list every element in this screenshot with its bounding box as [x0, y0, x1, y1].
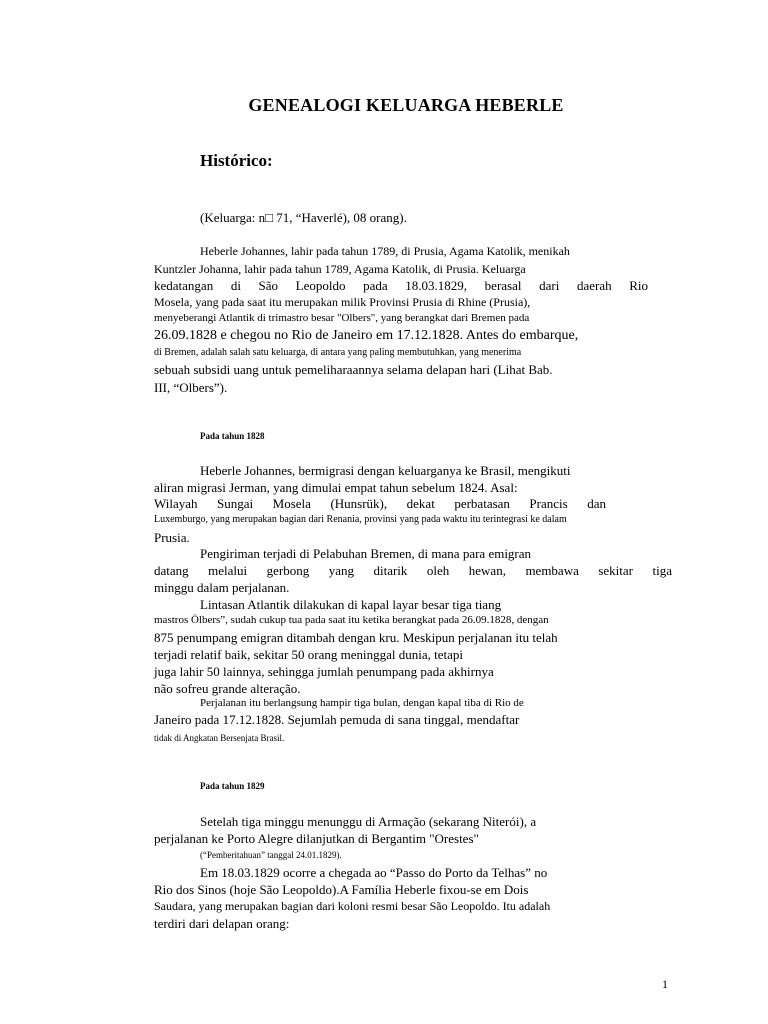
paragraph-line: aliran migrasi Jerman, yang dimulai empat tahun sebelum 1824. Asal: [154, 480, 518, 495]
paragraph-line: perjalanan ke Porto Alegre dilanjutkan di Bergantim "Orestes" [154, 831, 479, 846]
paragraph-line: di Bremen, adalah salah satu keluarga, di antara yang paling membutuhkan, yang menerima [154, 347, 522, 358]
paragraph-line: 26.09.1828 e chegou no Rio de Janeiro em 17.12.1828. Antes do embarque, [154, 328, 579, 343]
paragraph-line: (“Pemberitahuan” tanggal 24.01.1829). [200, 850, 342, 860]
paragraph-line: Rio dos Sinos (hoje São Leopoldo).A Família Heberle fixou-se em Dois [154, 882, 529, 897]
paragraph-line: Lintasan Atlantik dilakukan di kapal layar besar tiga tiang [200, 597, 502, 612]
paragraph-line: 875 penumpang emigran ditambah dengan kru. Meskipun perjalanan itu telah [154, 630, 558, 645]
family-info: (Keluarga: n□ 71, “Haverlé), 08 orang). [200, 210, 407, 225]
paragraph-line: terdiri dari delapan orang: [154, 916, 290, 931]
paragraph-line: mastros Ölbers”, sudah cukup tua pada saat itu ketika berangkat pada 26.09.1828, dengan [154, 614, 549, 626]
paragraph-line: minggu dalam perjalanan. [154, 580, 290, 595]
section-heading: Histórico: [200, 151, 273, 170]
paragraph-line: Heberle Johannes, bermigrasi dengan keluarganya ke Brasil, mengikuti [200, 463, 571, 478]
paragraph-line: Saudara, yang merupakan bagian dari koloni resmi besar São Leopoldo. Itu adalah [154, 899, 551, 913]
paragraph-line: datang melalui gerbong yang ditarik oleh hewan, membawa sekitar tiga [154, 563, 672, 578]
document-title: GENEALOGI KELUARGA HEBERLE [248, 95, 564, 115]
paragraph-line: tidak di Angkatan Bersenjata Brasil. [154, 733, 285, 743]
paragraph-line: menyeberangi Atlantik di trimastro besar "Olbers", yang berangkat dari Bremen pada [154, 312, 530, 324]
year-heading: Pada tahun 1829 [200, 781, 265, 791]
paragraph-line: Perjalanan itu berlangsung hampir tiga bulan, dengan kapal tiba di Rio de [200, 697, 524, 709]
paragraph-line: Kuntzler Johanna, lahir pada tahun 1789, Agama Katolik, di Prusia. Keluarga [154, 262, 526, 276]
page-number: 1 [662, 977, 668, 991]
paragraph-line: Wilayah Sungai Mosela (Hunsrük), dekat perbatasan Prancis dan [154, 496, 606, 511]
paragraph-line: Luxemburgo, yang merupakan bagian dari Renania, provinsi yang pada waktu itu terintegrasi ke dalam [154, 514, 567, 525]
paragraph-line: III, “Olbers”). [154, 380, 228, 395]
paragraph-line: kedatangan di São Leopoldo pada 18.03.1829, berasal dari daerah Rio [154, 278, 648, 293]
year-heading: Pada tahun 1828 [200, 431, 265, 441]
paragraph-line: Pengiriman terjadi di Pelabuhan Bremen, di mana para emigran [200, 546, 532, 561]
paragraph-line: Prusia. [154, 530, 190, 545]
paragraph-line: Em 18.03.1829 ocorre a chegada ao “Passo do Porto da Telhas” no [200, 865, 548, 880]
paragraph-line: juga lahir 50 lainnya, sehingga jumlah penumpang pada akhirnya [154, 664, 494, 679]
paragraph-line: não sofreu grande alteração. [154, 681, 301, 696]
paragraph-line: Heberle Johannes, lahir pada tahun 1789, di Prusia, Agama Katolik, menikah [200, 244, 570, 258]
paragraph-line: sebuah subsidi uang untuk pemeliharaannya selama delapan hari (Lihat Bab. [154, 362, 553, 377]
paragraph-line: terjadi relatif baik, sekitar 50 orang meninggal dunia, tetapi [154, 647, 464, 662]
paragraph-line: Mosela, yang pada saat itu merupakan milik Provinsi Prusia di Rhine (Prusia), [154, 295, 531, 309]
paragraph-line: Janeiro pada 17.12.1828. Sejumlah pemuda di sana tinggal, mendaftar [154, 712, 520, 727]
paragraph-line: Setelah tiga minggu menunggu di Armação (sekarang Niterói), a [200, 814, 537, 829]
